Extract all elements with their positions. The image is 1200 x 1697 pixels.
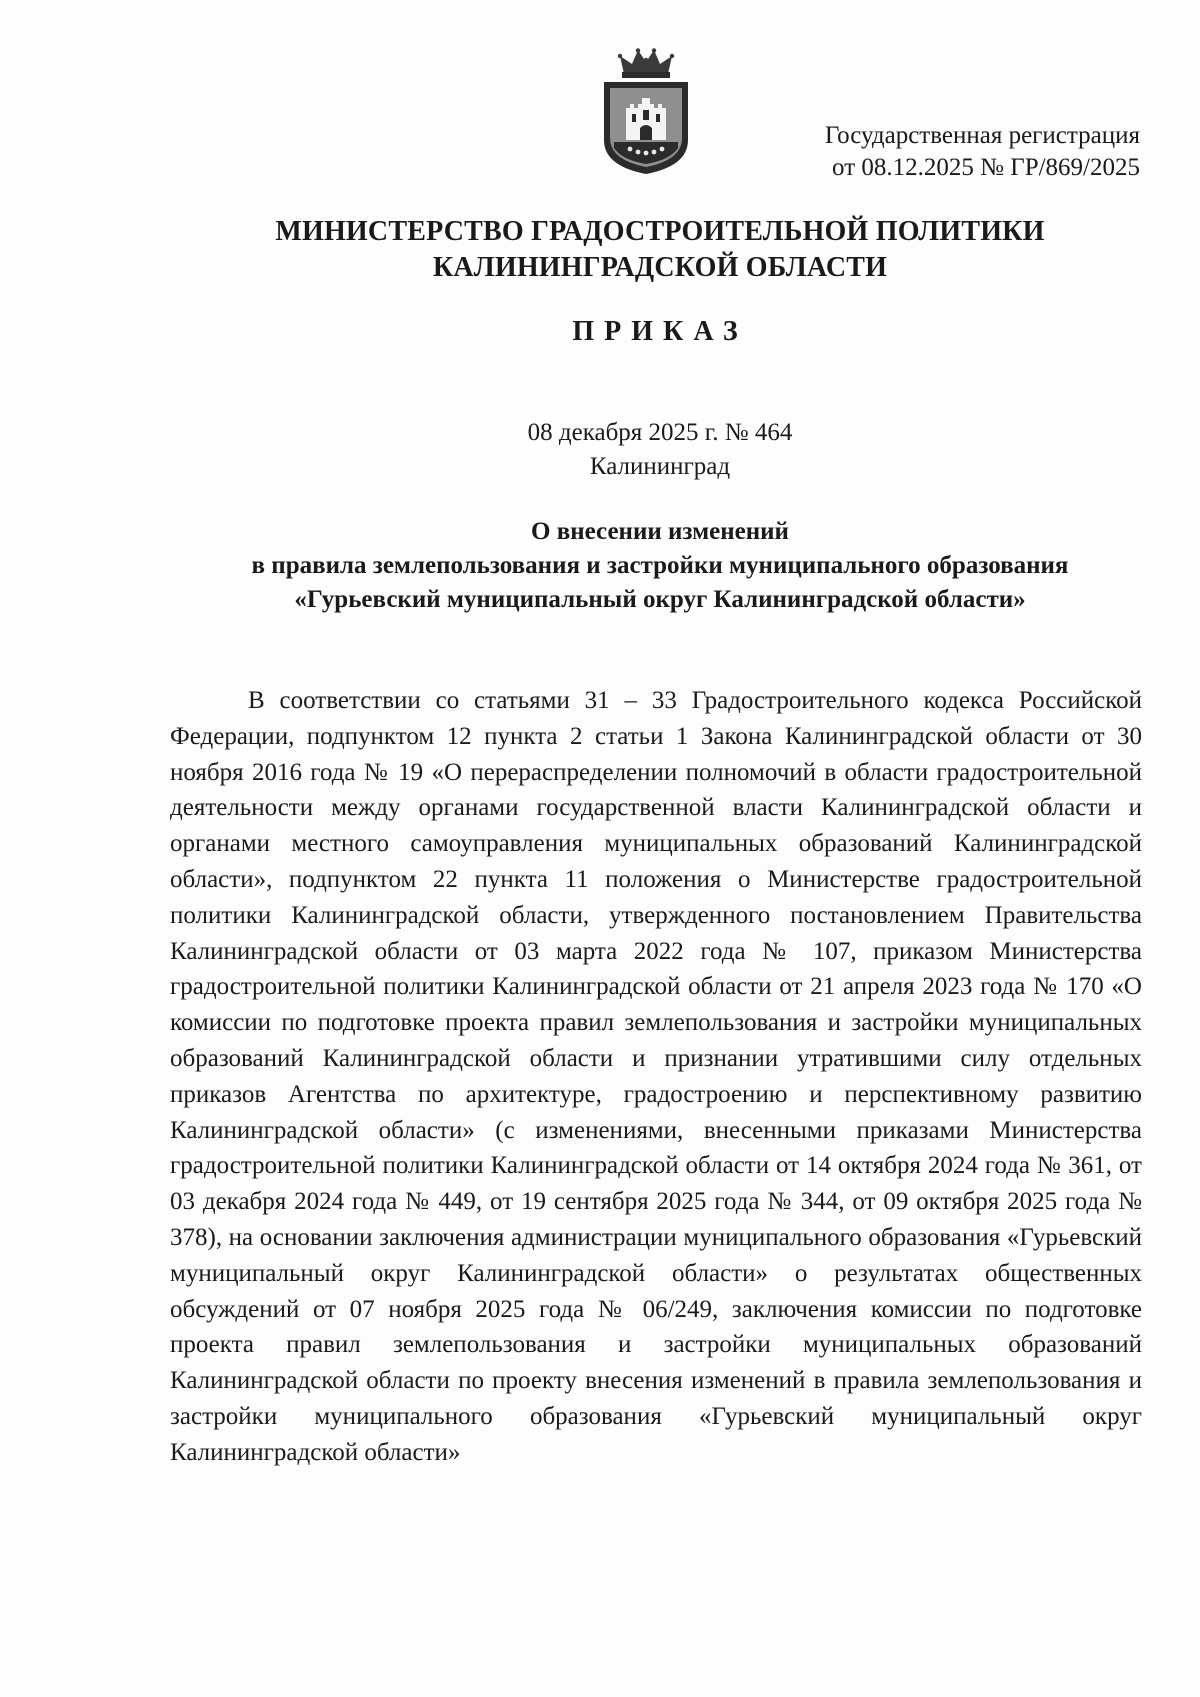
ministry-name bbox=[0, 214, 1200, 286]
subject-line3: «Гурьевский муниципальный округ Калининградской области» bbox=[294, 586, 1026, 613]
order-date-block bbox=[0, 416, 1200, 484]
document-type-title: ПРИКАЗ bbox=[572, 316, 748, 347]
subject-line2: в правила землепользования и застройки муниципального образования bbox=[251, 552, 1069, 579]
registration-number: от 08.12.2025 № ГР/869/2025 bbox=[832, 154, 1140, 181]
registration-label: Государственная регистрация bbox=[824, 122, 1140, 149]
coat-of-arms-icon bbox=[600, 48, 692, 176]
order-date-number: 08 декабря 2025 г. № 464 bbox=[527, 419, 793, 446]
ministry-name-line2: КАЛИНИНГРАДСКОЙ ОБЛАСТИ bbox=[432, 252, 888, 283]
order-subject bbox=[0, 515, 1200, 617]
ministry-name-line1: МИНИСТЕРСТВО ГРАДОСТРОИТЕЛЬНОЙ ПОЛИТИКИ bbox=[275, 216, 1045, 247]
state-registration bbox=[680, 120, 1140, 184]
body-paragraph: В соответствии со статьями 31 – 33 Градостроительного кодекса Российской Федерации, подпунктом 12 пункта 2 статьи 1 Закона Калининградской области от 30 ноября 2016 года № 19 «О перераспределении полномочий в области градостроительной деятельности между органами государственной власти Калининградской области и органами местного самоуправления муниципальных образований Калининградской области», подпунктом 22 пункта 11 положения о Министерстве градостроительной политики Калининградской области, утвержденного постановлением Правительства Калининградской области от 03 марта 2022 года № 107, приказом Министерства градостроительной политики Калининградской области от 21 апреля 2023 года № 170 «О комиссии по подготовке проекта правил землепользования и застройки муниципальных образований Калининградской области и признании утратившими силу отдельных приказов Агентства по архитектуре, градостроению и перспективному развитию Калининградской области» (с изменениями, внесенными приказами Министерства градостроительной политики Калининградской области от 14 октября 2024 года № 361, от 03 декабря 2024 года № 449, от 19 сентября 2025 года № 344, от 09 октября 2025 года № 378), на основании заключения администрации муниципального образования «Гурьевский муниципальный округ Калининградской области» о результатах общественных обсуждений от 07 ноября 2025 года № 06/249, заключения комиссии по подготовке проекта правил землепользования и застройки муниципальных образований Калининградской области по проекту внесения изменений в правила землепользования и застройки муниципального образования «Гурьевский муниципальный округ Калининградской области» bbox=[170, 687, 1142, 1466]
order-city: Калининград bbox=[589, 453, 731, 480]
subject-line1: О внесении изменений bbox=[531, 518, 789, 545]
